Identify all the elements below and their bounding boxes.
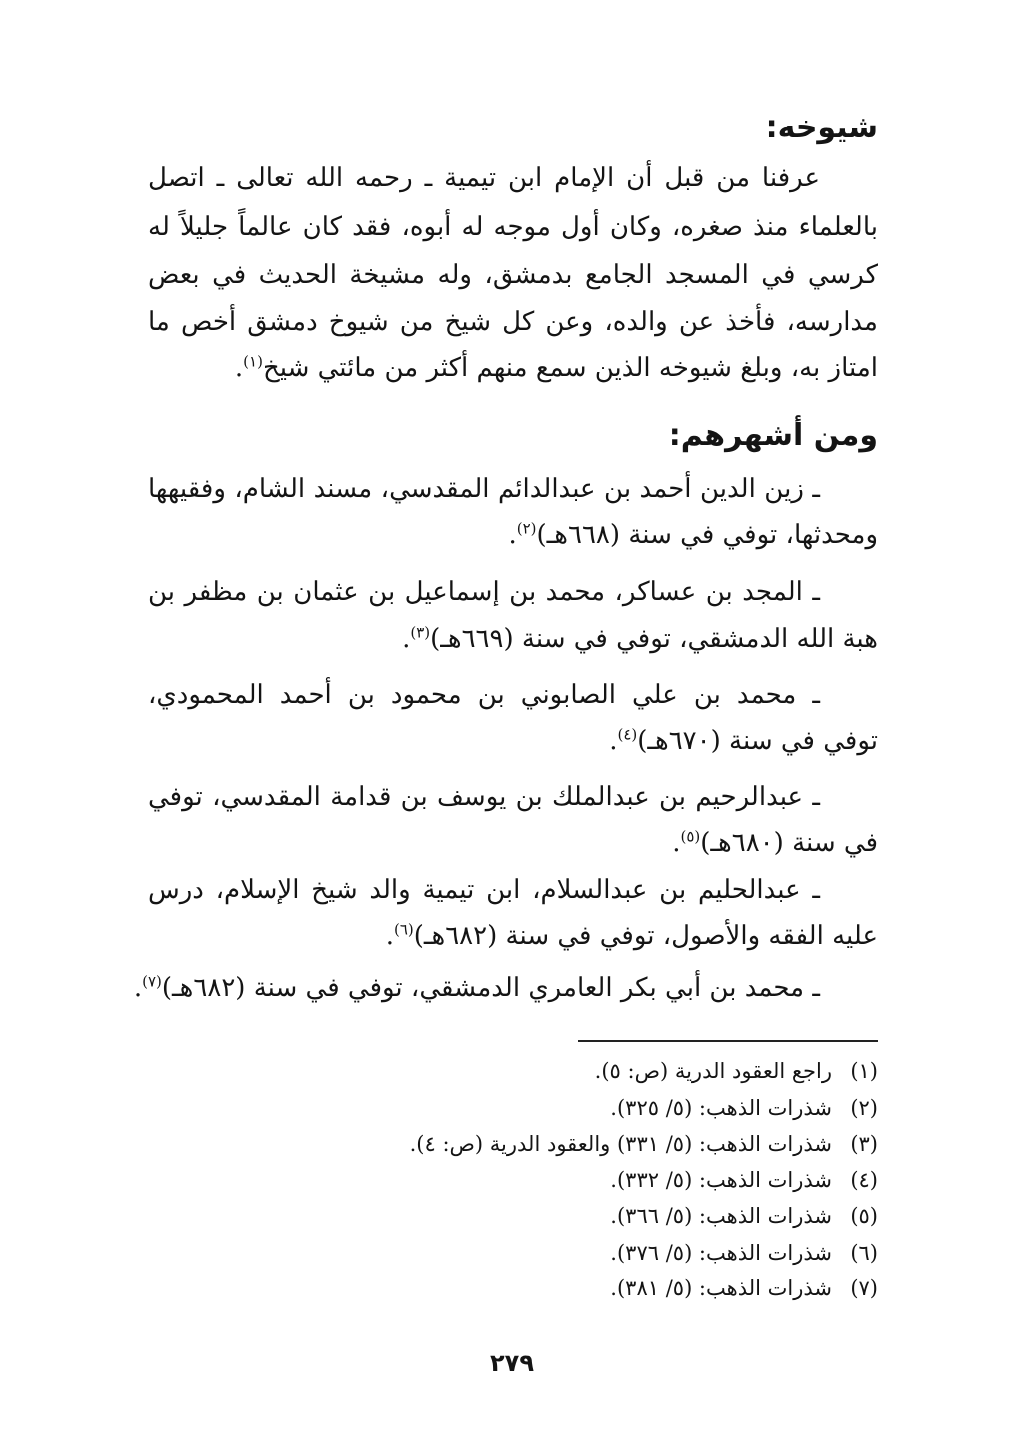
footnote-4-number: (٤) <box>850 1168 878 1192</box>
entry-5-line-2-text: عليه الفقه والأصول، توفي في سنة (٦٨٢هـ) <box>413 921 878 951</box>
entry-1-line-2 <box>148 513 878 557</box>
footnote-ref-4: (٤) <box>617 725 638 744</box>
footnote-ref-1: (١) <box>243 352 263 371</box>
footnote-ref-5: (٥) <box>680 827 701 846</box>
footnote-7-number: (٧) <box>850 1276 878 1300</box>
entry-5-end-mark: . <box>385 921 394 951</box>
entry-2-line-1: ـ المجد بن عساكر، محمد بن إسماعيل بن عثمان بن مظفر بن <box>148 577 820 607</box>
entry-3-line-2 <box>148 719 878 763</box>
footnote-ref-2: (٢) <box>516 519 537 538</box>
footnote-ref-7: (٧) <box>142 972 162 991</box>
intro-line-2: بالعلماء منذ صغره، وكان أول موجه له أبوه، فقد كان عالماً جليلاً له <box>148 212 878 242</box>
entry-3-line-1: ـ محمد بن علي الصابوني بن محمود بن أحمد المحمودي، <box>148 680 820 710</box>
intro-end-mark: . <box>234 353 244 383</box>
footnote-3-number: (٣) <box>850 1132 878 1156</box>
footnote-divider <box>578 1040 878 1042</box>
footnote-6 <box>148 1236 878 1270</box>
entry-1-end-mark: . <box>508 520 517 550</box>
entry-2-line-2-text: هبة الله الدمشقي، توفي في سنة (٦٦٩هـ) <box>430 624 878 654</box>
entry-3-end-mark: . <box>609 726 618 756</box>
footnote-4-text: شذرات الذهب: (٥/ ٣٣٢). <box>610 1168 832 1192</box>
entry-2-line-2 <box>148 617 878 661</box>
footnote-1 <box>148 1054 878 1088</box>
footnote-1-text: راجع العقود الدرية (ص: ٥). <box>594 1059 832 1083</box>
footnote-2-text: شذرات الذهب: (٥/ ٣٢٥). <box>610 1096 832 1120</box>
footnote-2 <box>148 1091 878 1125</box>
entry-4-end-mark: . <box>672 828 681 858</box>
footnote-ref-6: (٦) <box>393 920 414 939</box>
section-heading-teachers: شيوخه: <box>765 110 878 145</box>
footnote-5-text: شذرات الذهب: (٥/ ٣٦٦). <box>610 1204 832 1228</box>
footnote-4 <box>148 1163 878 1197</box>
entry-1-line-1: ـ زين الدين أحمد بن عبدالدائم المقدسي، مسند الشام، وفقيهها <box>148 474 820 504</box>
intro-line-5-text: امتاز به، وبلغ شيوخه الذين سمع منهم أكثر من مائتي شيخ <box>262 353 878 383</box>
footnote-5-number: (٥) <box>850 1204 878 1228</box>
entry-4-line-2-text: في سنة (٦٨٠هـ) <box>700 828 878 858</box>
entry-5-line-2 <box>148 914 878 958</box>
footnote-3 <box>148 1127 878 1161</box>
entry-6-line-1-text: ـ محمد بن أبي بكر العامري الدمشقي، توفي في سنة (٦٨٢هـ) <box>161 973 820 1003</box>
intro-line-4: مدارسه، فأخذ عن والده، وعن كل شيخ من شيوخ دمشق أخص ما <box>148 307 878 337</box>
intro-line-1: عرفنا من قبل أن الإمام ابن تيمية ـ رحمه الله تعالى ـ اتصل <box>148 163 820 193</box>
page-number: ٢٧٩ <box>490 1349 534 1377</box>
entry-1-line-2-text: ومحدثها، توفي في سنة (٦٦٨هـ) <box>536 520 878 550</box>
entry-2-end-mark: . <box>402 624 411 654</box>
footnote-5 <box>148 1199 878 1233</box>
footnote-7 <box>148 1271 878 1305</box>
section-heading-famous: ومن أشهرهم: <box>668 418 878 453</box>
intro-line-3: كرسي في المسجد الجامع بدمشق، وله مشيخة الحديث في بعض <box>148 260 878 290</box>
footnote-6-number: (٦) <box>850 1241 878 1265</box>
entry-6-end-mark: . <box>133 973 143 1003</box>
entry-3-line-2-text: توفي في سنة (٦٧٠هـ) <box>637 726 878 756</box>
entry-4-line-1: ـ عبدالرحيم بن عبدالملك بن يوسف بن قدامة المقدسي، توفي <box>148 782 820 812</box>
footnote-3-text: شذرات الذهب: (٥/ ٣٣١) والعقود الدرية (ص: ٤). <box>409 1132 832 1156</box>
entry-5-line-1: ـ عبدالحليم بن عبدالسلام، ابن تيمية والد شيخ الإسلام، درس <box>148 875 820 905</box>
entry-4-line-2 <box>148 821 878 865</box>
footnote-2-number: (٢) <box>850 1096 878 1120</box>
footnote-7-text: شذرات الذهب: (٥/ ٣٨١). <box>610 1276 832 1300</box>
entry-6-line-1 <box>133 966 878 1010</box>
intro-line-5 <box>148 346 878 390</box>
footnote-ref-3: (٣) <box>410 623 431 642</box>
footnote-6-text: شذرات الذهب: (٥/ ٣٧٦). <box>610 1241 832 1265</box>
footnote-1-number: (١) <box>850 1059 878 1083</box>
